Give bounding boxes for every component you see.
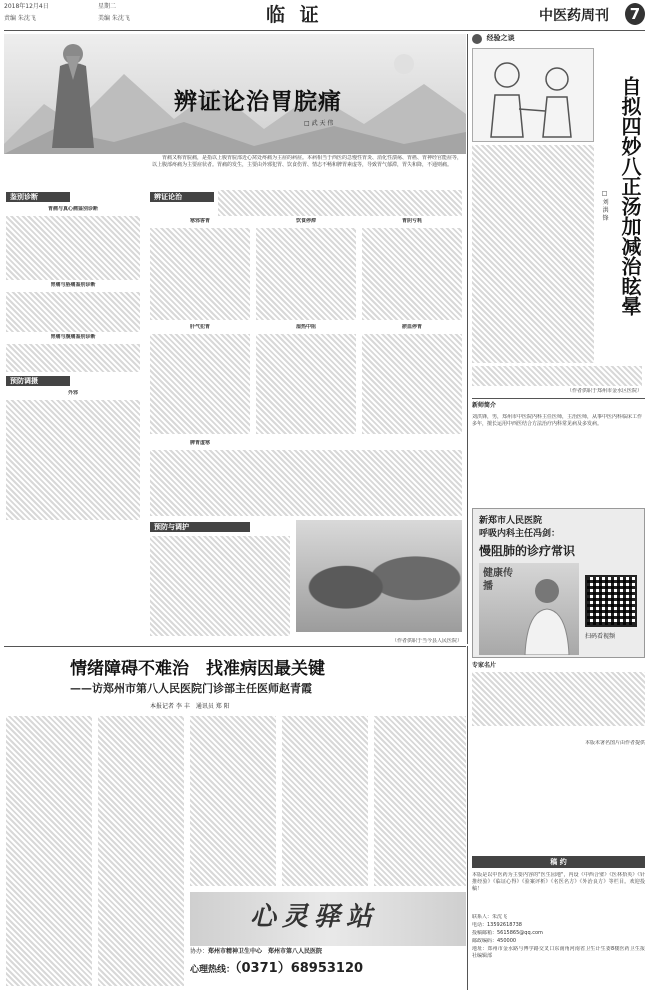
heart-station-banner [190,892,466,946]
pattern-1-title: 寒邪客胃 [189,218,210,224]
qr-label: 扫码看视频 [585,633,616,640]
sidebar-subhead-2: 胃痛与胁痛鉴别诊断 [50,282,96,288]
experience-rule [472,398,645,399]
feature-top-rule [4,646,466,647]
lead-author: □ 武 天 伟 [304,120,334,127]
ad-subtitle: 呼吸内科主任冯剑： [479,529,561,539]
feature-col-4 [282,716,368,886]
sidebar-heading: 鉴别诊断 [6,192,70,202]
pattern-2-title: 饮食停滞 [295,218,316,224]
designer-credit: 美编 朱沈飞 [98,15,130,22]
contrib-body: 本版是以中医药为主要内容的"医生园地"，内设《中西合璧》《医林拾英》《针推经验》《临证心得》《验案评析》《名医名方》《外治良方》等栏目。欢迎投稿！ [472,872,645,892]
expert-label: 专家名片 [472,662,497,669]
pattern-7-body [150,450,462,516]
herbs-photo [296,520,462,632]
ad-title: 慢阻肺的诊疗常识 [479,544,576,558]
experience-heading: 经验之谈 [486,34,515,43]
care-text-block [150,536,290,636]
pattern-grid [150,218,462,518]
section-title: 临 证 [266,4,323,26]
column-divider-1 [467,34,468,644]
ad-video-thumbnail [479,563,579,655]
feature-col-1 [6,716,92,986]
prevention-text-block [6,400,140,520]
experience-author: □ 刘 洪 锋 [601,190,609,221]
feature-col-2 [98,716,184,986]
pattern-3-body [362,228,462,320]
photo-note: 本版未署名图片由作者提供 [584,740,645,746]
sponsor-label: 协办： [190,948,209,955]
feature-byline: 本报记者 李 丰 通讯员 郑 阳 [150,703,230,710]
sponsor-names: 郑州市精神卫生中心 郑州市第八人民医院 [208,948,323,955]
hotline-label: 心理热线： [190,965,236,975]
column-divider-2 [467,646,468,990]
scholar-figure-illustration [28,36,118,154]
feature-col-5 [374,716,466,886]
cartoon-illustration [472,48,594,142]
sidebar-subhead-3: 胃痛与腹痛鉴别诊断 [50,334,96,340]
pattern-5-body [256,334,356,434]
experience-heading-badge [472,34,552,46]
care-heading: 预防与调护 [150,522,250,532]
pattern-4-title: 肝气犯胃 [189,324,210,330]
heart-hotline-row [190,960,466,978]
feature-title: 情绪障碍不难治 找准病因最关键 [70,659,325,679]
experience-title [612,76,642,316]
pattern-6-title: 瘀血停胃 [401,324,422,330]
feature-subtitle: ——访郑州市第八人民医院门诊部主任医师赵青霞 [70,682,312,695]
pattern-2-body [256,228,356,320]
hotline-number: （0371）68953120 [235,961,364,976]
experience-body-2 [472,366,642,386]
page-header [4,3,645,31]
editor-credit: 责编 朱沈飞 [4,15,36,22]
contrib-phone: 电话：13592618738 [472,922,522,928]
sidebar-text-block-2 [6,292,140,332]
page-number-badge [625,3,645,25]
lead-summary: 胃痛又称胃脘痛，是指以上腹胃脘部近心窝处疼痛为主症的病症。本病相当于西医的急慢性胃炎、消化性溃疡、胃癌、胃神经官能症等，以上腹部疼痛为主要症状者。胃痛的发生，主要由外邪犯胃、饮食伤胃、情志不畅和脾胃素虚等，导致胃气郁滞，胃失和降，不通则痛。 [152,155,462,168]
experience-body-1 [472,145,594,363]
pattern-5-title: 湿热中阻 [295,324,316,330]
experience-title-text: 自拟四妙八正汤加减治眩晕 [618,76,642,316]
pattern-7-title: 脾胃虚寒 [189,440,210,446]
pattern-4-body [150,334,250,434]
doctor-portrait [517,571,577,655]
doctor-cartoon [473,49,593,141]
heart-sponsor-row [190,948,466,956]
contrib-address: 地址：郑州市金水路与博学路交叉口东南角河南省卫生计生委8楼医药卫生报社编辑部 [472,946,645,959]
issue-weekday: 星期二 [98,3,117,10]
ad-badge-text: 健康传播 [483,568,513,592]
hospital-ad [472,508,645,658]
pattern-3-title: 胃阴亏耗 [401,218,422,224]
page-number: 7 [629,5,641,23]
lead-title: 辨证论治胃脘痛 [174,88,342,115]
prevention-heading: 预防调摄 [6,376,70,386]
experience-footnote: （作者供职于郑州市金水区医院） [566,388,642,394]
contrib-postcode: 邮政编码：450000 [472,938,517,944]
expert-bio [472,672,645,726]
leaf-icon [472,34,482,44]
contrib-heading: 稿 约 [472,856,645,868]
treatment-heading: 辨证论治 [150,192,214,202]
column-heading: 新师简介 [472,402,497,409]
header-rule [4,30,645,31]
sidebar-text-block-3 [6,344,140,372]
pattern-6-body [362,334,462,434]
treatment-intro [218,190,462,216]
heart-station-title: 心灵驿站 [250,902,379,932]
column-body: 刘洪锋，男，郑州市中医院内科主任医师，主治医师，从事中医内科临床工作多年，擅长运用中西医结合方法治疗内科常见病及多发病。 [472,414,642,427]
ad-hospital-name: 新郑市人民医院 [479,516,543,526]
pattern-1-body [150,228,250,320]
contrib-email: 投稿邮箱：5615865@qq.com [472,930,543,936]
qr-code[interactable] [585,575,637,627]
issue-date: 2018年12月4日 [4,3,49,10]
prevention-subhead: 外邪 [67,390,78,396]
sidebar-subhead-1: 胃痛与真心痛鉴别诊断 [47,206,98,212]
paper-name: 中医药周刊 [539,8,609,24]
contrib-contact: 联系人：朱沈飞 [472,914,508,920]
feature-col-3 [190,716,276,886]
lead-banner [4,34,466,154]
lead-photo-caption: （作者供职于当今县人民医院） [391,638,462,644]
sidebar-text-block-1 [6,216,140,280]
